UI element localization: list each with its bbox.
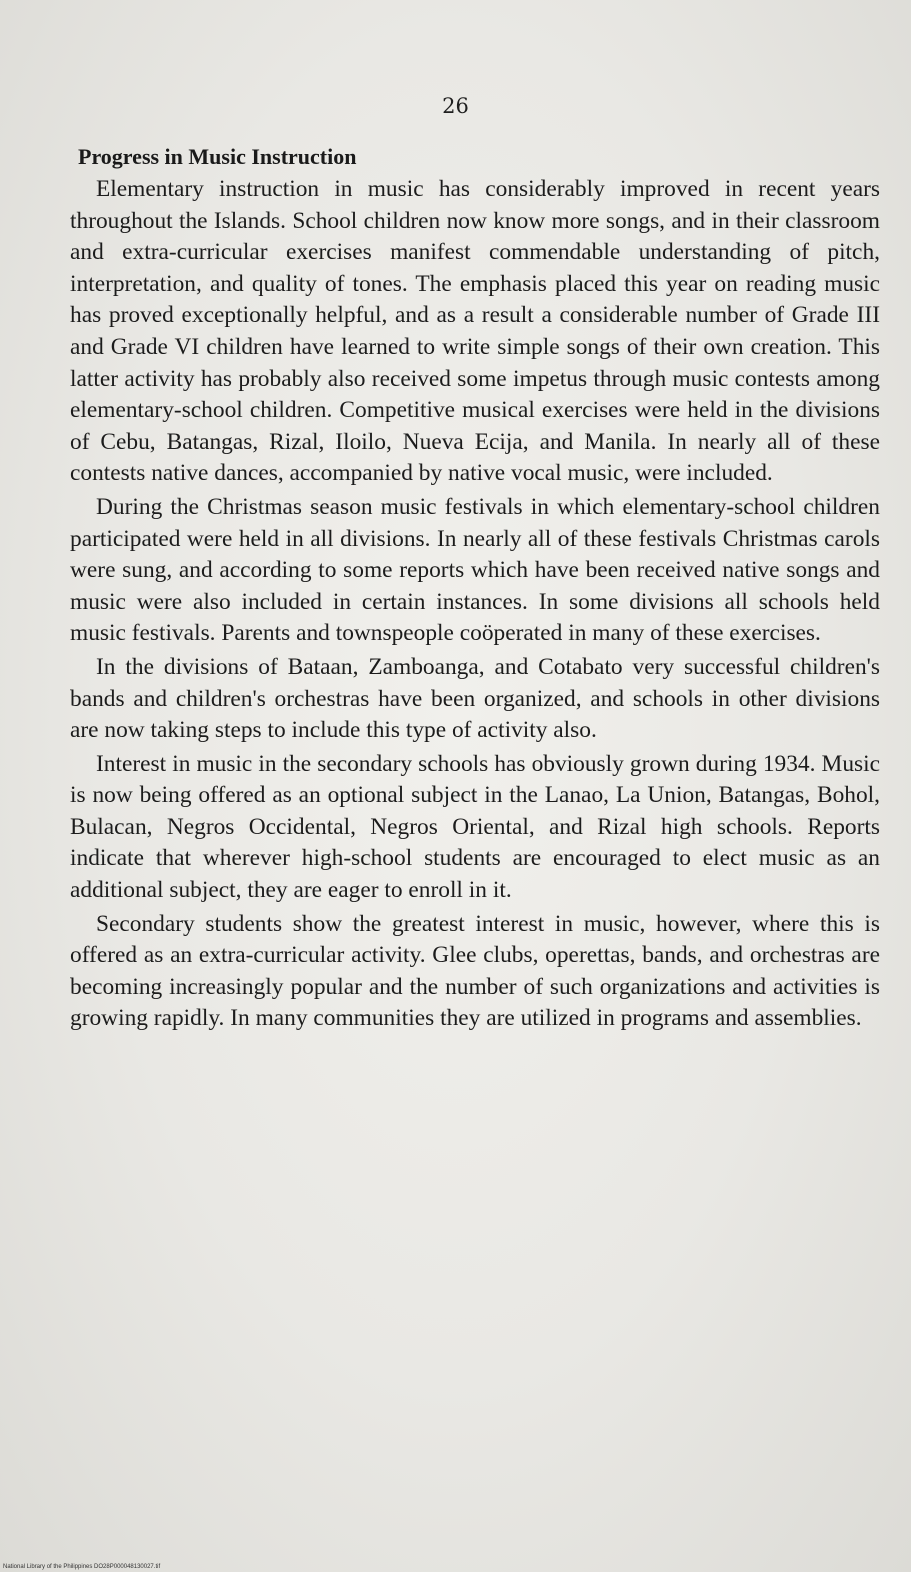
paragraph-1: Elementary instruction in music has considerably improved in recent years throughout the Islands. School children now know more songs, and in their classroom and extra-curricular exercises manifest commendable understanding of pitch, interpretation, and quality of tones. The emphasis placed this year on reading music has proved exceptionally helpful, and as a result a considerable number of Grade III and Grade VI children have learned to write simple songs of their own creation. This latter activity has probably also received some impetus through music contests among elementary-school children. Competitive musical exercises were held in the divisions of Cebu, Batangas, Rizal, Iloilo, Nueva Ecija, and Manila. In nearly all of these contests native dances, accompanied by native vocal music, were included.	[70, 176, 880, 487]
archive-footer: National Library of the Philippines DO28P000048130027.tif	[3, 1564, 161, 1570]
paragraph-3: In the divisions of Bataan, Zamboanga, and Cotabato very successful children's bands and children's orchestras have been organized, and schools in other divisions are now taking steps to include this type of activity also.	[70, 653, 880, 744]
paragraph-2: During the Christmas season music festivals in which elementary-school children participated were held in all divisions. In nearly all of these festivals Christmas carols were sung, and according to some reports which have been received native songs and music were also included in certain instances. In some divisions all schools held music festivals. Parents and townspeople coöperated in many of these exercises.	[70, 493, 880, 647]
page-content	[70, 142, 880, 1035]
paragraph-4: Interest in music in the secondary schools has obviously grown during 1934. Music is now being offered as an optional subject in the Lanao, La Union, Batangas, Bohol, Bulacan, Negros Occidental, Negros Oriental, and Rizal high schools. Reports indicate that wherever high-school students are encouraged to elect music as an additional subject, they are eager to enroll in it.	[70, 750, 880, 904]
paragraph-5: Secondary students show the greatest interest in music, however, where this is offered as an extra-curricular activity. Glee clubs, operettas, bands, and orchestras are becoming increasingly popular and the number of such organizations and activities is growing rapidly. In many communities they are utilized in programs and assemblies.	[70, 910, 880, 1032]
page-number: 26	[442, 94, 469, 118]
section-heading: Progress in Music Instruction	[78, 144, 357, 169]
